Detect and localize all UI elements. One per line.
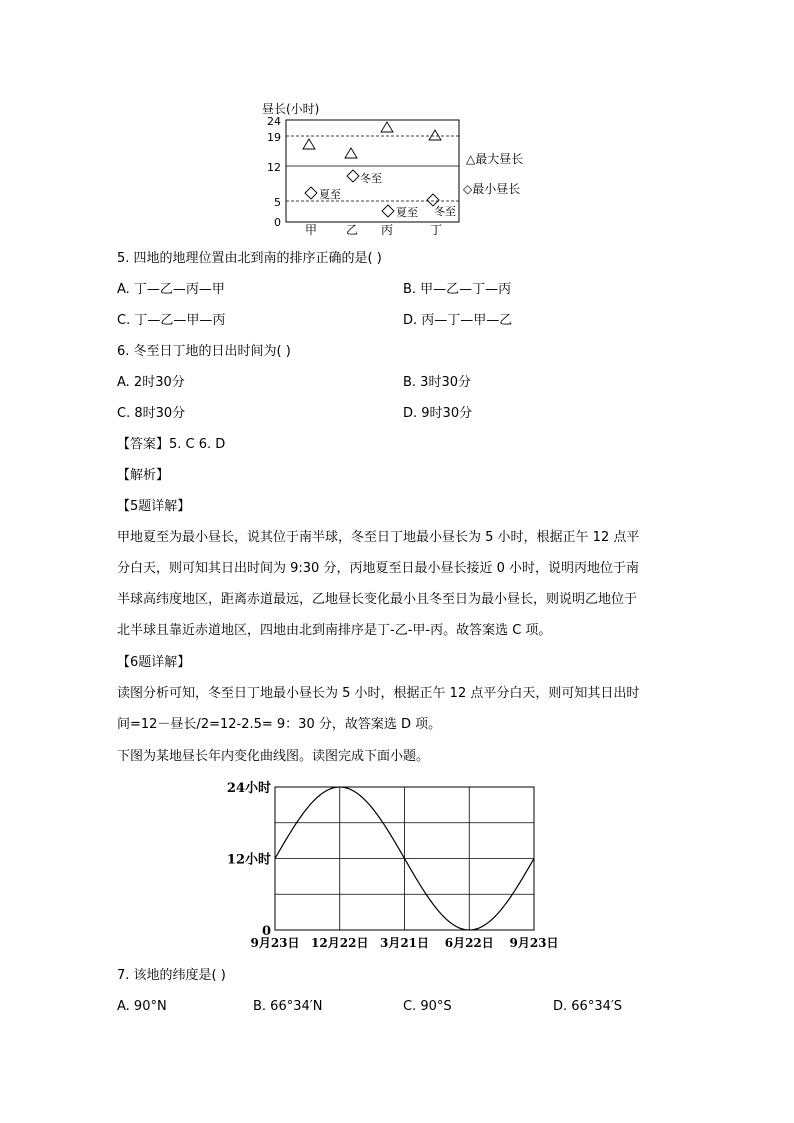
q5-option-a: A. 丁—乙—丙—甲 [117, 282, 225, 297]
q7-stem: 7. 该地的纬度是( ) [117, 968, 226, 983]
q6-option-c: C. 8时30分 [117, 406, 186, 421]
label-winter-ding: 冬至 [434, 205, 456, 218]
label-summer-bing: 夏至 [396, 206, 418, 219]
q7-option-a: A. 90°N [117, 999, 167, 1014]
q5-stem: 5. 四地的地理位置由北到南的排序正确的是( ) [117, 251, 382, 266]
max-marker-yi [345, 148, 357, 158]
q6-option-b: B. 3时30分 [403, 375, 471, 390]
q5-detail-line-1: 甲地夏至为最小昼长，说其位于南半球，冬至日丁地最小昼长为 5 小时，根据正午 12 点平 [117, 530, 640, 545]
q6-detail-line-2: 间=12－昼长/2=12-2.5= 9：30 分，故答案选 D 项。 [117, 717, 442, 732]
x-axis-labels [250, 936, 558, 950]
min-marker-bing [382, 205, 394, 217]
x-tick-label: 6月22日 [444, 936, 494, 950]
legend-min: ◇最小昼长 [463, 182, 521, 196]
max-marker-ding [429, 130, 441, 140]
q5-detail-heading: 【5题详解】 [117, 499, 191, 514]
x-label-yi: 乙 [346, 223, 359, 237]
day-length-curve-chart [220, 775, 580, 960]
y-tick-label: 24小时 [226, 781, 271, 796]
y-tick-0: 0 [274, 216, 281, 229]
max-marker-jia [303, 139, 315, 149]
y-tick-24: 24 [267, 115, 281, 128]
q7-option-b: B. 66°34′N [253, 999, 323, 1014]
q6-option-d: D. 9时30分 [403, 406, 473, 421]
min-marker-jia [305, 187, 317, 199]
q6-option-a: A. 2时30分 [117, 375, 185, 390]
label-winter-yi: 冬至 [360, 172, 382, 185]
min-marker-yi [347, 170, 359, 182]
y-tick-12: 12 [267, 161, 281, 174]
y-axis-labels [227, 781, 271, 939]
x-tick-label: 9月23日 [250, 936, 300, 950]
x-tick-label: 3月21日 [379, 936, 430, 950]
q5-option-d: D. 丙—丁—甲—乙 [403, 313, 513, 328]
y-tick-label: 0 [261, 924, 271, 939]
x-label-jia: 甲 [305, 223, 318, 237]
q5-option-c: C. 丁—乙—甲—丙 [117, 313, 226, 328]
legend-max: △最大昼长 [466, 152, 524, 166]
q5-detail-line-4: 北半球且靠近赤道地区，四地由北到南排序是丁-乙-甲-丙。故答案选 C 项。 [117, 623, 552, 638]
q7-option-d: D. 66°34′S [553, 999, 623, 1014]
x-tick-label: 9月23日 [509, 936, 559, 950]
q6-stem: 6. 冬至日丁地的日出时间为( ) [117, 344, 291, 359]
x-tick-label: 12月22日 [311, 936, 369, 950]
day-length-figure [260, 100, 550, 240]
y-tick-19: 19 [267, 131, 281, 144]
q5-option-b: B. 甲—乙—丁—丙 [403, 282, 512, 297]
x-label-ding: 丁 [430, 223, 443, 237]
label-summer-jia: 夏至 [319, 188, 341, 201]
max-marker-bing [381, 122, 393, 132]
x-label-bing: 丙 [381, 223, 394, 237]
q7-option-c: C. 90°S [403, 999, 452, 1014]
q6-detail-line-1: 读图分析可知，冬至日丁地最小昼长为 5 小时，根据正午 12 点平分白天，则可知其日出时 [117, 686, 640, 701]
y-axis-label: 昼长(小时) [262, 102, 320, 116]
intro-2: 下图为某地昼长年内变化曲线图。读图完成下面小题。 [117, 749, 430, 764]
y-tick-label: 12小时 [226, 852, 271, 868]
y-tick-5: 5 [274, 196, 281, 209]
q6-detail-heading: 【6题详解】 [117, 655, 191, 670]
analysis-heading: 【解析】 [117, 468, 170, 483]
q5-detail-line-2: 分白天，则可知其日出时间为 9:30 分，丙地夏至日最小昼长接近 0 小时，说明丙地位于南 [117, 561, 639, 576]
q5-detail-line-3: 半球高纬度地区，距离赤道最远，乙地昼长变化最小且冬至日为最小昼长，则说明乙地位于 [117, 592, 638, 607]
answer-line: 【答案】5. C 6. D [117, 437, 226, 452]
